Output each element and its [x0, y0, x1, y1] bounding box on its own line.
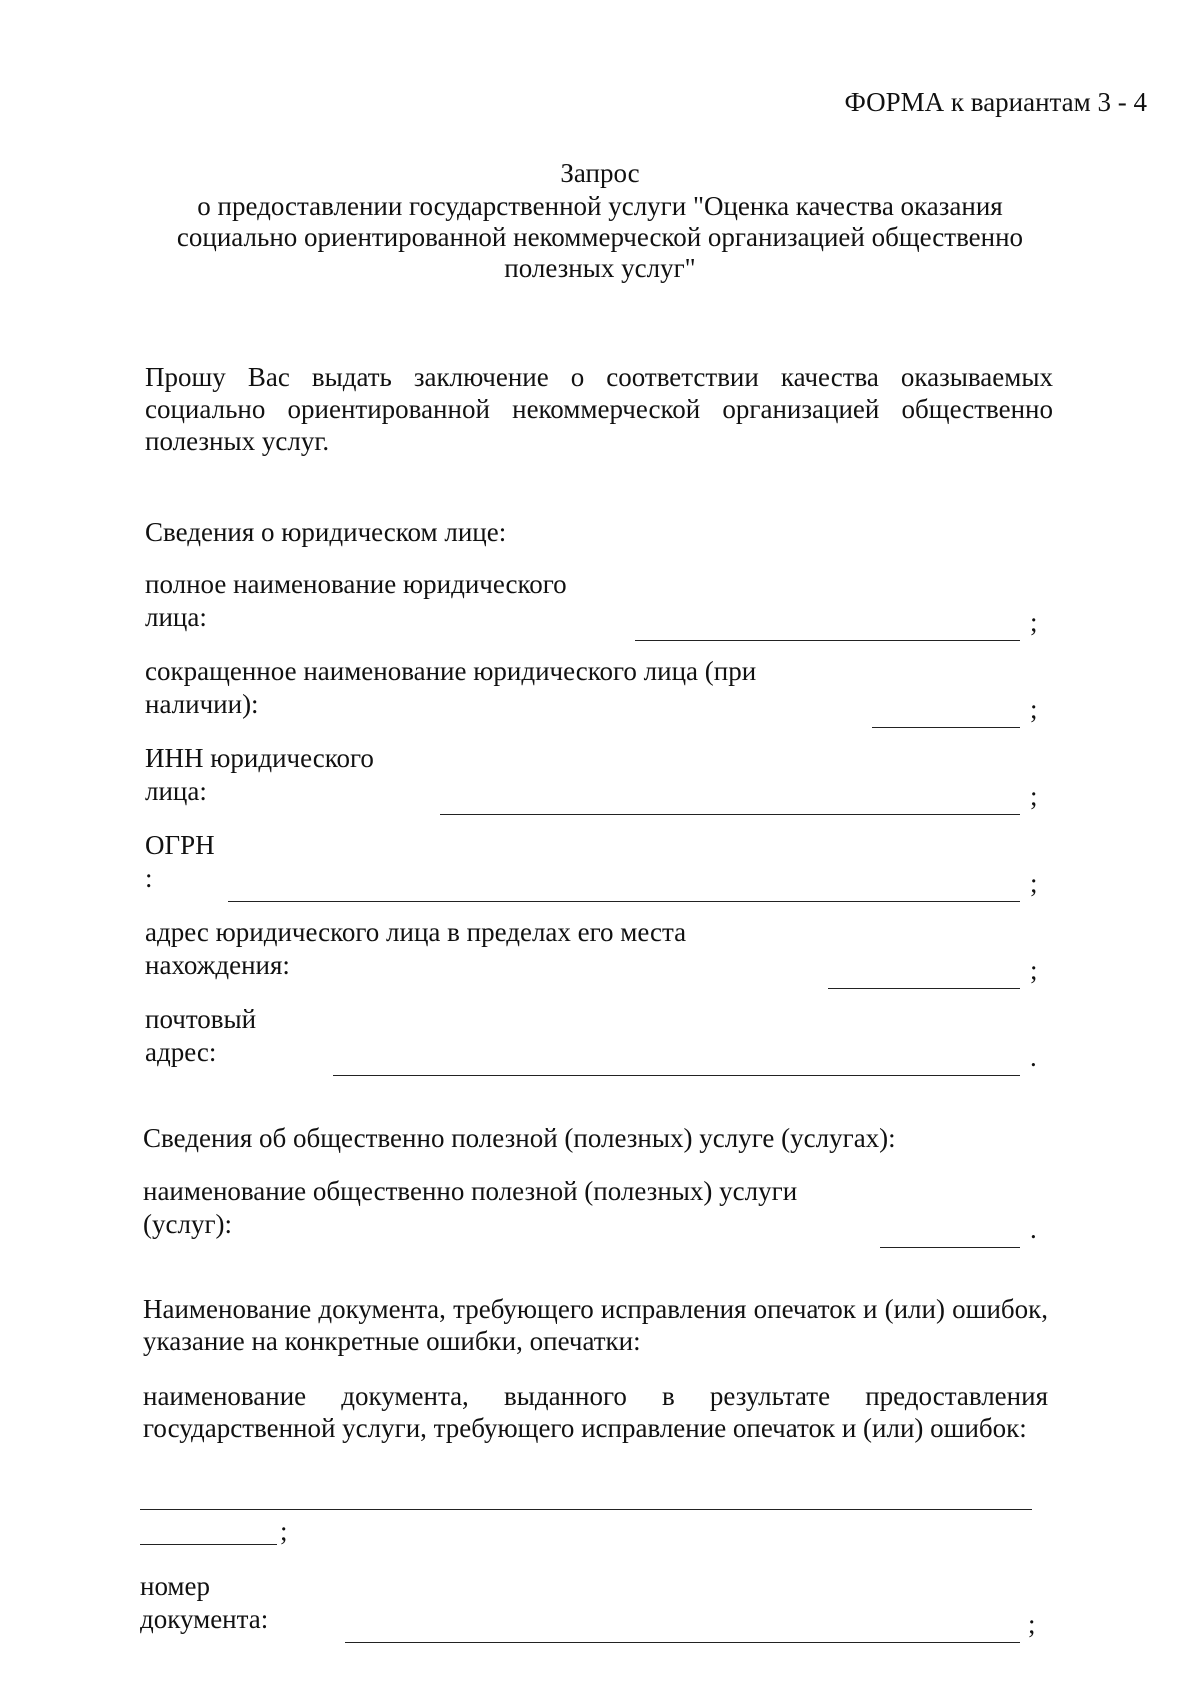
full-name-label: полное наименование юридического: [145, 569, 567, 599]
correction-heading: Наименование документа, требующего исправления опечаток и (или) ошибок, указание на конкретные ошибки, опечатки:: [143, 1294, 1048, 1356]
request-paragraph: Прошу Вас выдать заключение о соответствии качества оказываемых социально ориентированной некоммерческой организацией общественно полезных услуг.: [145, 362, 1053, 456]
ogrn-field[interactable]: [228, 901, 1020, 902]
short-name-semicolon: ;: [1030, 694, 1038, 724]
postal-label-2: адрес:: [145, 1037, 217, 1067]
inn-semicolon: ;: [1030, 781, 1038, 811]
document-number-field[interactable]: [345, 1642, 1020, 1643]
legal-entity-heading: Сведения о юридическом лице:: [145, 517, 507, 547]
ogrn-semicolon: ;: [1030, 868, 1038, 898]
form-label: ФОРМА к вариантам 3 - 4: [844, 87, 1147, 117]
inn-field[interactable]: [440, 814, 1020, 815]
title-line-4: полезных услуг": [504, 253, 696, 283]
address-label: адрес юридического лица в пределах его места: [145, 917, 687, 947]
address-semicolon: ;: [1030, 955, 1038, 985]
document-number-label-2: документа:: [140, 1604, 269, 1634]
full-name-semicolon: ;: [1030, 607, 1038, 637]
ogrn-label-2: :: [145, 863, 153, 893]
service-name-field[interactable]: [880, 1247, 1020, 1248]
postal-period: .: [1030, 1042, 1037, 1072]
address-label-2: нахождения:: [145, 950, 290, 980]
service-heading: Сведения об общественно полезной (полезных) услуге (услугах):: [143, 1123, 896, 1153]
title-line-3: социально ориентированной некоммерческой организацией общественно: [176, 222, 1024, 252]
document-name-semicolon: ;: [280, 1516, 288, 1546]
short-name-field[interactable]: [872, 727, 1020, 728]
inn-label-2: лица:: [145, 776, 207, 806]
short-name-label: сокращенное наименование юридического лица (при: [145, 656, 757, 686]
service-name-label: наименование общественно полезной (полезных) услуги: [143, 1176, 798, 1206]
title-line-1: Запрос: [560, 158, 640, 188]
service-name-label-2: (услуг):: [143, 1209, 233, 1239]
full-name-label-2: лица:: [145, 602, 207, 632]
address-field[interactable]: [828, 988, 1020, 989]
document-name-field-2[interactable]: [140, 1544, 277, 1545]
full-name-field[interactable]: [635, 640, 1020, 641]
postal-label: почтовый: [145, 1004, 257, 1034]
title-line-2: о предоставлении государственной услуги "Оценка качества оказания: [197, 191, 1003, 221]
document-name-label: наименование документа, выданного в результате предоставления государственной услуги, требующего исправление опечаток и (или) ошибок:: [143, 1381, 1048, 1443]
document-name-field[interactable]: [140, 1509, 1032, 1510]
document-number-semicolon: ;: [1028, 1609, 1036, 1639]
document-number-label: номер: [140, 1571, 211, 1601]
inn-label: ИНН юридического: [145, 743, 374, 773]
service-name-period: .: [1030, 1214, 1037, 1244]
ogrn-label: ОГРН: [145, 830, 215, 860]
short-name-label-2: наличии):: [145, 689, 259, 719]
postal-field[interactable]: [333, 1075, 1020, 1076]
